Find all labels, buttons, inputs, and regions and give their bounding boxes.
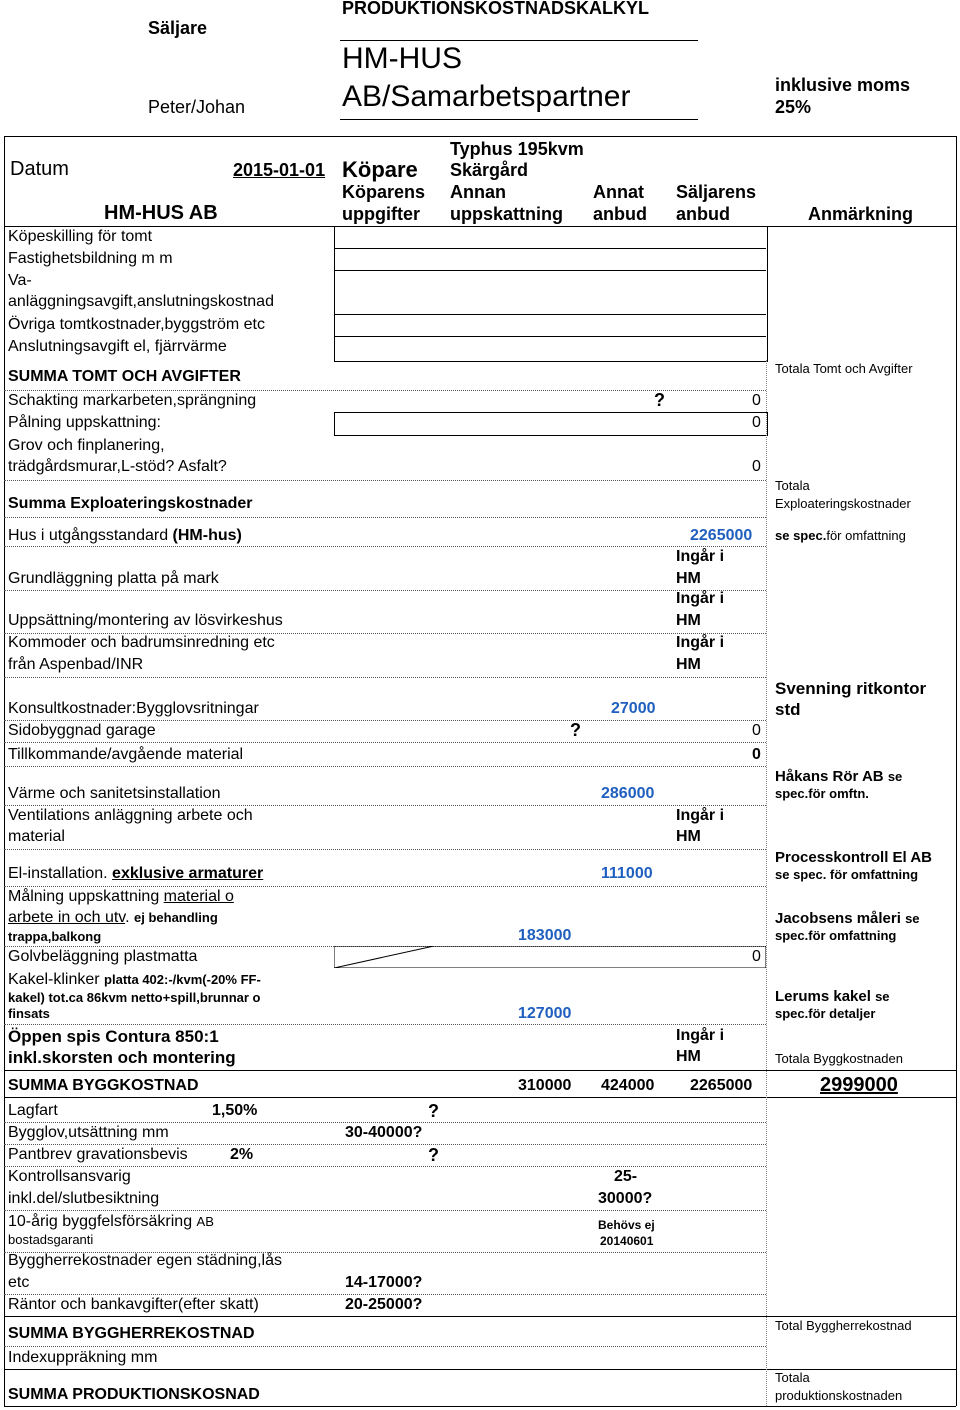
row-label-tomt-3a: Va- xyxy=(8,272,32,289)
other-estimate-header-2: uppskattning xyxy=(450,204,563,224)
bygg-total-note: Totala Byggkostnaden xyxy=(775,1051,903,1066)
komm-included-2: HM xyxy=(676,656,701,673)
row-label-konsult: Konsultkostnader:Bygglovsritningar xyxy=(8,700,259,717)
row-label-forsakring-1 xyxy=(8,1213,214,1231)
el-value: 111000 xyxy=(601,865,653,882)
vent-included-1: Ingår i xyxy=(676,807,725,824)
remarks-column-divider xyxy=(766,360,767,1406)
hus-value: 2265000 xyxy=(690,527,753,544)
row-label-egen-2: etc xyxy=(8,1274,30,1291)
row-label-pantbrev: Pantbrev gravationsbevis xyxy=(8,1146,188,1163)
index-rule xyxy=(4,1369,956,1370)
seller-label: Säljare xyxy=(148,18,208,38)
maln-1b: material o xyxy=(163,888,234,905)
hus-note-a: se spec. xyxy=(775,528,827,543)
sum-production-note-1: Totala xyxy=(775,1370,810,1385)
row-label-rantor: Räntor och bankavgifter(efter skatt) xyxy=(8,1296,259,1313)
rantor-value: 20-25000? xyxy=(345,1296,423,1313)
row-label-kontroll-1: Kontrollsansvarig xyxy=(8,1168,131,1185)
other-estimate-header-1: Annan xyxy=(450,182,506,202)
row-label-kakel-1 xyxy=(8,971,261,989)
row-rule xyxy=(4,1166,766,1167)
table-bottom-border xyxy=(4,1406,956,1407)
row-rule xyxy=(4,766,766,767)
planering-value: 0 xyxy=(752,458,761,475)
kakel-1a: Kakel-klinker xyxy=(8,971,105,988)
table-right-border xyxy=(956,136,957,1406)
vat-label: inklusive moms xyxy=(775,75,911,95)
row-label-planering-a: Grov och finplanering, xyxy=(8,437,165,454)
row-rule xyxy=(4,742,766,743)
row-rule xyxy=(4,480,766,481)
sum-exploatering-label: Summa Exploateringskostnader xyxy=(8,495,253,512)
kontroll-value-1: 25- xyxy=(614,1168,638,1185)
sum-bygg-saljare: 2265000 xyxy=(690,1077,753,1094)
row-label-vent-2: material xyxy=(8,828,65,845)
other-bid-header-1: Annat xyxy=(593,182,644,202)
kakel-note-1a: Lerums kakel xyxy=(775,988,876,1005)
komm-included-1: Ingår i xyxy=(676,634,725,651)
el-note-2: se spec. för omfattning xyxy=(775,867,919,882)
row-label-hus-text: Hus i utgångsstandard xyxy=(8,527,173,544)
grid-line xyxy=(334,270,766,271)
grid-line xyxy=(334,314,766,315)
grid-line xyxy=(334,248,766,249)
row-rule xyxy=(4,546,766,547)
behovs-ej-2: 20140601 xyxy=(600,1234,654,1248)
row-label-bygglov: Bygglov,utsättning mm xyxy=(8,1124,169,1141)
row-label-varme: Värme och sanitetsinstallation xyxy=(8,785,221,802)
upps-included-2: HM xyxy=(676,612,701,629)
sum-tomt-label: SUMMA TOMT OCH AVGIFTER xyxy=(8,368,241,385)
el-label-a: El-installation. xyxy=(8,865,113,882)
row-label-tomt-4: Övriga tomtkostnader,byggström etc xyxy=(8,316,265,333)
row-label-hus xyxy=(8,527,242,545)
sum-byggherre-note: Total Byggherrekostnad xyxy=(775,1318,912,1333)
seller-bid-header-1: Säljarens xyxy=(676,182,757,202)
malning-value: 183000 xyxy=(518,927,572,944)
golv-strike-diagonal xyxy=(334,946,766,968)
vat-rate: 25% xyxy=(775,97,812,117)
row-rule xyxy=(4,1024,766,1025)
kontroll-value-2: 30000? xyxy=(598,1190,653,1207)
vent-included-2: HM xyxy=(676,828,701,845)
other-bid-header-2: anbud xyxy=(593,204,647,224)
sido-question: ? xyxy=(570,720,581,740)
row-rule xyxy=(4,1144,766,1145)
kakel-1b: platta 402:-/kvm(-20% FF- xyxy=(104,972,261,987)
el-label-b: exklusive armaturer xyxy=(112,865,264,882)
row-label-forsakring-2: bostadsgaranti xyxy=(8,1232,94,1247)
buyer-sub-2: uppgifter xyxy=(342,204,420,224)
row-label-egen-1: Byggherrekostnader egen städning,lås xyxy=(8,1252,282,1269)
row-rule xyxy=(4,849,766,850)
row-label-kontroll-2: inkl.del/slutbesiktning xyxy=(8,1190,160,1207)
company-rule xyxy=(340,119,698,120)
row-rule xyxy=(4,720,766,721)
row-label-golv: Golvbeläggning plastmatta xyxy=(8,948,198,965)
sido-value: 0 xyxy=(752,722,761,739)
varme-note-1a: Håkans Rör AB xyxy=(775,768,888,785)
kakel-note-1 xyxy=(775,988,890,1005)
row-rule xyxy=(4,1294,766,1295)
bygg-sum-rule xyxy=(4,1070,956,1071)
grund-included-1: Ingår i xyxy=(676,548,725,565)
sum-byggherre-label: SUMMA BYGGHERREKOSTNAD xyxy=(8,1325,255,1342)
egen-value: 14-17000? xyxy=(345,1274,423,1291)
malning-note-2: spec.för omfattning xyxy=(775,928,897,943)
maln-2b: . xyxy=(125,909,134,926)
maln-note-1a: Jacobsens måleri xyxy=(775,910,906,927)
spis-included-1: Ingår i xyxy=(676,1027,725,1044)
row-label-kakel-2: kakel) tot.ca 86kvm netto+spill,brunnar o xyxy=(8,990,261,1005)
row-rule xyxy=(4,1210,766,1211)
behovs-ej-1: Behövs ej xyxy=(598,1218,655,1232)
row-label-malning-2 xyxy=(8,909,218,927)
date-label: Datum xyxy=(10,158,69,180)
row-label-malning-3: trappa,balkong xyxy=(8,929,102,944)
row-label-spis-2: inkl.skorsten och montering xyxy=(8,1048,236,1067)
konsult-value: 27000 xyxy=(611,700,656,717)
title-rule xyxy=(340,40,698,41)
sum-exploatering-note-2: Exploateringskostnader xyxy=(775,496,911,511)
company-header: HM-HUS AB xyxy=(104,202,218,224)
spis-included-2: HM xyxy=(676,1048,701,1065)
varme-value: 286000 xyxy=(601,785,655,802)
pantbrev-question: ? xyxy=(428,1145,439,1165)
byggherre-top-rule xyxy=(4,1097,956,1098)
row-label-tomt-5: Anslutningsavgift el, fjärrvärme xyxy=(8,338,227,355)
remarks-header: Anmärkning xyxy=(808,204,914,224)
buyer-sub-1: Köparens xyxy=(342,182,426,202)
row-label-tillkommande: Tillkommande/avgående material xyxy=(8,746,244,763)
kakel-note-2: spec.för detaljer xyxy=(775,1006,876,1021)
lagfart-question: ? xyxy=(428,1101,439,1121)
tomt-input-grid xyxy=(334,226,768,362)
row-label-kommoder-2: från Aspenbad/INR xyxy=(8,656,144,673)
row-label-tomt-3b: anläggningsavgift,anslutningskostnad xyxy=(8,293,274,310)
el-note-1: Processkontroll El AB xyxy=(775,849,932,866)
palning-input xyxy=(334,412,768,436)
company-line-2: AB/Samarbetspartner xyxy=(342,80,631,113)
hus-note-b: för omfattning xyxy=(826,528,906,543)
sum-exploatering-note-1: Totala xyxy=(775,478,810,493)
maln-2c: ej behandling xyxy=(134,910,218,925)
row-label-grund: Grundläggning platta på mark xyxy=(8,570,219,587)
sum-bygg-label: SUMMA BYGGKOSTNAD xyxy=(8,1077,199,1094)
sum-bygg-total: 2999000 xyxy=(820,1074,898,1096)
grid-line xyxy=(334,336,766,337)
maln-2a: arbete in och utv xyxy=(8,909,126,926)
house-type-line-2: Skärgård xyxy=(450,160,529,180)
upps-included-1: Ingår i xyxy=(676,590,725,607)
sum-bygg-annan: 310000 xyxy=(518,1077,572,1094)
row-rule xyxy=(4,1346,766,1347)
maln-1a: Målning uppskattning xyxy=(8,888,164,905)
row-label-palning: Pålning uppskattning: xyxy=(8,414,161,431)
row-label-hus-bold: (HM-hus) xyxy=(172,527,242,544)
varme-note-2: spec.för omftn. xyxy=(775,786,869,801)
row-label-kommoder-1: Kommoder och badrumsinredning etc xyxy=(8,634,275,651)
seller-bid-header-2: anbud xyxy=(676,204,730,224)
forsakring-1b: AB xyxy=(196,1214,214,1229)
sum-bygg-annat: 424000 xyxy=(601,1077,655,1094)
date-value: 2015-01-01 xyxy=(233,160,326,180)
konsult-note-2: std xyxy=(775,700,801,719)
row-label-tomt-1: Köpeskilling för tomt xyxy=(8,228,153,245)
row-label-spis-1: Öppen spis Contura 850:1 xyxy=(8,1027,219,1046)
pantbrev-percent: 2% xyxy=(230,1146,254,1163)
schakting-value: 0 xyxy=(752,392,761,409)
sum-production-note-2: produktionskostnaden xyxy=(775,1388,903,1403)
row-label-lagfart: Lagfart xyxy=(8,1102,58,1119)
byggherre-sum-rule xyxy=(4,1316,956,1317)
konsult-note-1: Svenning ritkontor xyxy=(775,679,927,698)
palning-value: 0 xyxy=(752,414,761,431)
row-label-kakel-3: finsats xyxy=(8,1006,50,1021)
buyer-header: Köpare xyxy=(342,157,418,182)
table-left-border xyxy=(4,136,5,1406)
kakel-note-1b: se xyxy=(875,989,890,1004)
sum-tomt-note: Totala Tomt och Avgifter xyxy=(775,361,913,376)
kakel-value: 127000 xyxy=(518,1005,572,1022)
row-rule xyxy=(4,390,766,391)
row-rule xyxy=(4,805,766,806)
malning-note-1 xyxy=(775,910,920,927)
row-label-malning-1 xyxy=(8,888,234,906)
row-label-tomt-2: Fastighetsbildning m m xyxy=(8,250,173,267)
row-label-schakting: Schakting markarbeten,sprängning xyxy=(8,392,257,409)
golv-value: 0 xyxy=(752,948,761,965)
lagfart-percent: 1,50% xyxy=(212,1102,258,1119)
row-label-planering-b: trädgårdsmurar,L-stöd? Asfalt? xyxy=(8,458,227,475)
row-label-vent-1: Ventilations anläggning arbete och xyxy=(8,807,253,824)
row-label-el xyxy=(8,865,263,883)
company-line-1: HM-HUS xyxy=(342,42,462,75)
grund-included-2: HM xyxy=(676,570,701,587)
varme-note-1 xyxy=(775,768,902,785)
row-label-index: Indexuppräkning mm xyxy=(8,1349,158,1366)
document-title: PRODUKTIONSKOSTNADSKALKYL xyxy=(342,0,650,18)
row-rule xyxy=(4,886,766,887)
seller-name: Peter/Johan xyxy=(148,97,246,117)
maln-note-1b: se xyxy=(905,911,920,926)
table-top-border xyxy=(4,136,956,137)
forsakring-1a: 10-årig byggfelsförsäkring xyxy=(8,1213,197,1230)
bygglov-value: 30-40000? xyxy=(345,1124,423,1141)
row-rule xyxy=(4,1122,766,1123)
sum-production-label: SUMMA PRODUKTIONSKOSNAD xyxy=(8,1386,260,1403)
tillk-value: 0 xyxy=(752,746,761,763)
hus-note xyxy=(775,529,906,544)
row-label-uppsattning: Uppsättning/montering av lösvirkeshus xyxy=(8,612,283,629)
house-type-line-1: Typhus 195kvm xyxy=(450,139,584,159)
row-rule xyxy=(4,677,766,678)
schakting-question: ? xyxy=(654,390,665,410)
row-label-sidobyggnad: Sidobyggnad garage xyxy=(8,722,156,739)
row-rule xyxy=(4,590,766,591)
row-rule xyxy=(4,517,766,518)
varme-note-1b: se xyxy=(887,769,903,784)
